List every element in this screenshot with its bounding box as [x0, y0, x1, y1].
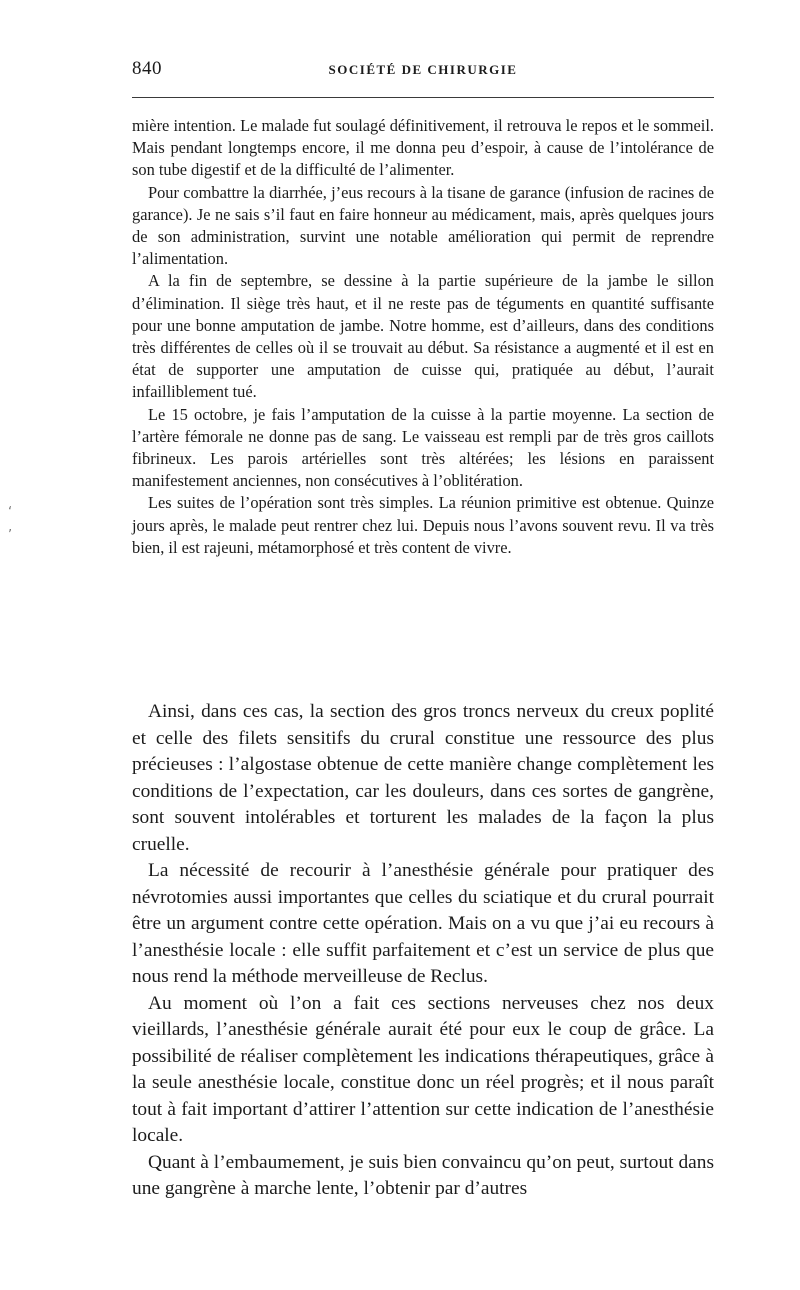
- paragraph: A la fin de septembre, se dessine à la partie supérieure de la jambe le sillon d’élimination. Il siège très haut, et il ne reste pas de téguments en quantité suffisante pour une bonne amputation de jambe. Notre homme, est d’ailleurs, dans des conditions très différentes de celles où il se trouvait au début. Sa résistance a augmenté et il est en état de supporter une amputation de cuisse qui, pratiquée au début, l’aurait infailliblement tué.: [132, 271, 714, 402]
- margin-mark: ’: [8, 528, 13, 543]
- paragraph: Pour combattre la diarrhée, j’eus recours à la tisane de garance (infusion de racines de garance). Je ne sais s’il faut en faire honneur au médicament, mais, après quelques jours de son administration, survint une notable amélioration qui permit de reprendre l’alimentation.: [132, 182, 714, 269]
- paragraph: Quant à l’embaumement, je suis bien convaincu qu’on peut, surtout dans une gangrène à marche lente, l’obtenir par d’autres: [132, 1151, 714, 1199]
- page-header: [132, 58, 714, 86]
- paragraph: mière intention. Le malade fut soulagé définitivement, il retrouva le repos et le sommeil. Mais pendant longtemps encore, il me donna peu d’espoir, à cause de l’intolérance de son tube digestif et de la difficulté de l’alimenter.: [132, 116, 714, 180]
- margin-mark: ‘: [8, 505, 13, 520]
- header-rule: [132, 97, 714, 98]
- paragraph: Les suites de l’opération sont très simples. La réunion primitive est obtenue. Quinze jours après, le malade peut rentrer chez lui. Depuis nous l’avons souvent revu. Il va très bien, il est rajeuni, métamorphosé et très content de vivre.: [132, 493, 714, 557]
- paragraph: Au moment où l’on a fait ces sections nerveuses chez nos deux vieillards, l’anesthésie générale aurait été pour eux le coup de grâce. La possibilité de réaliser complètement les indications thérapeutiques, grâce à la seule anesthésie locale, constitue donc un réel progrès; et il nous paraît tout à fait important d’attirer l’attention sur cette indication de l’anesthésie locale.: [132, 992, 714, 1146]
- page-number: 840: [132, 58, 162, 79]
- paragraph: Le 15 octobre, je fais l’amputation de la cuisse à la partie moyenne. La section de l’artère fémorale ne donne pas de sang. Le vaisseau est rempli par de très gros caillots fibrineux. Les parois artérielles sont très altérées; les lésions en paraissent manifestement anciennes, non consécutives à l’oblitération.: [132, 404, 714, 491]
- paragraph: Ainsi, dans ces cas, la section des gros troncs nerveux du creux poplité et celle des filets sensitifs du crural constitue une ressource des plus précieuses : l’algostase obtenue de cette manière change complètement les conditions de l’expectation, car les douleurs, dans ces sortes de gangrène, sont souvent intolérables et torturent les malades de la façon la plus cruelle.: [132, 701, 714, 855]
- discussion-text: [132, 699, 714, 1203]
- paragraph: La nécessité de recourir à l’anesthésie générale pour pratiquer des névrotomies aussi importantes que celles du sciatique et du crural pourrait être un argument contre cette opération. Mais on a vu que j’ai eu recours à l’anesthésie locale : elle suffit parfaitement et c’est un service de plus que nous rend la méthode merveilleuse de Reclus.: [132, 860, 714, 987]
- running-title: SOCIÉTÉ DE CHIRURGIE: [328, 62, 518, 77]
- observation-text: [132, 115, 714, 559]
